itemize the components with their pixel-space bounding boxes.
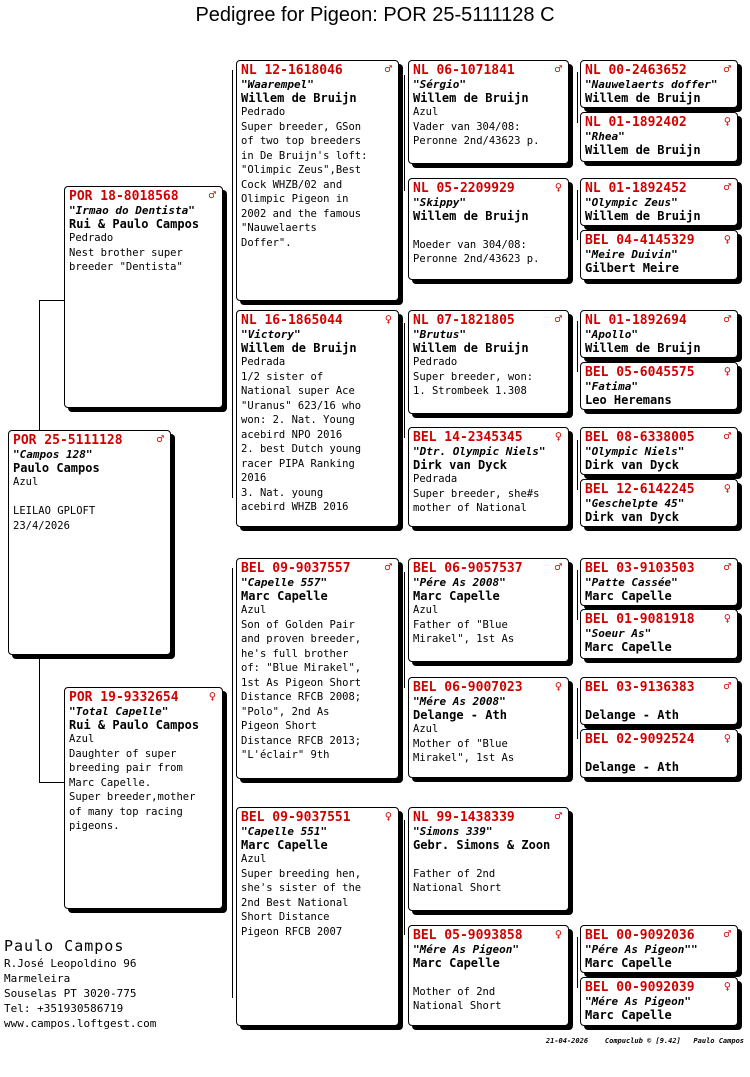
owner-name: Dirk van Dyck — [585, 510, 679, 524]
owner-name: Willem de Bruijn — [585, 91, 701, 105]
print-date: 21-04-2026 — [545, 1037, 589, 1045]
male-symbol-icon: ♂ — [723, 429, 731, 443]
dss-card[interactable] — [408, 558, 569, 662]
owner-name: Delange - Ath — [585, 708, 679, 722]
pigeon-name: "Capelle 557" — [241, 576, 328, 589]
ring-number: POR 25-5111128 — [13, 433, 123, 448]
ring-number: POR 19-9332654 — [69, 690, 179, 705]
owner-name: Leo Heremans — [585, 393, 672, 407]
ring-number: NL 01-1892402 — [585, 115, 687, 130]
ddd-card[interactable] — [408, 925, 569, 1026]
sss-card[interactable] — [408, 60, 569, 164]
g1-card[interactable] — [580, 60, 738, 108]
g11-card[interactable] — [580, 677, 738, 725]
owner-name: Willem de Bruijn — [241, 341, 357, 355]
owner-name: Willem de Bruijn — [585, 143, 701, 157]
pigeon-name: "Apollo" — [585, 328, 638, 341]
owner-name: Willem de Bruijn — [585, 209, 701, 223]
pigeon-name: "Mére As 2008" — [413, 695, 506, 708]
female-symbol-icon: ♀ — [554, 679, 562, 693]
owner-name: Delange - Ath — [585, 760, 679, 774]
pigeon-name: "Dtr. Olympic Niels" — [413, 445, 546, 458]
male-symbol-icon: ♂ — [723, 180, 731, 194]
male-symbol-icon: ♂ — [554, 809, 562, 823]
connector-line — [39, 782, 64, 783]
owner-name: Marc Capelle — [585, 956, 672, 970]
ring-number: BEL 12-6142245 — [585, 482, 695, 497]
owner-name: Marc Capelle — [413, 956, 500, 970]
ss-card[interactable] — [236, 60, 399, 301]
ring-number: NL 01-1892694 — [585, 313, 687, 328]
male-symbol-icon: ♂ — [723, 62, 731, 76]
pigeon-name: "Capelle 551" — [241, 825, 328, 838]
pigeon-notes: Azul Super breeding hen, she's sister of the 2nd Best National Short Distance Pigeon RFCB 2007 — [241, 853, 362, 938]
pigeon-name: "Geschelpte 45" — [585, 497, 685, 510]
pigeon-name: "Mére As Pigeon" — [413, 943, 519, 956]
dds-card[interactable] — [408, 807, 569, 911]
connector-line — [404, 75, 405, 191]
print-footer — [546, 1037, 744, 1045]
pigeon-name: "Pére As Pigeon"" — [585, 943, 698, 956]
pigeon-notes: Azul Mother of "Blue Mirakel", 1st As — [413, 723, 515, 764]
pigeon-notes: Mother of 2nd National Short — [413, 985, 502, 1012]
owner-name: Dirk van Dyck — [585, 458, 679, 472]
owner-name: Willem de Bruijn — [413, 209, 529, 223]
pigeon-name: "Waarempel" — [241, 78, 314, 91]
connector-line — [577, 570, 578, 620]
ssd-card[interactable] — [408, 178, 569, 280]
connector-line — [404, 820, 405, 935]
pigeon-name: "Skippy" — [413, 196, 466, 209]
breeder-name: Paulo Campos — [4, 937, 125, 955]
ring-number: BEL 00-9092036 — [585, 928, 695, 943]
male-symbol-icon: ♂ — [384, 560, 392, 574]
connector-line — [577, 190, 578, 240]
owner-name: Dirk van Dyck — [413, 458, 507, 472]
ring-number: BEL 03-9136383 — [585, 680, 695, 695]
owner-name: Paulo Campos — [13, 461, 100, 475]
g9-card[interactable] — [580, 558, 738, 606]
g8-card[interactable] — [580, 479, 738, 527]
sd-card[interactable] — [236, 310, 399, 527]
female-symbol-icon: ♀ — [723, 731, 731, 745]
pigeon-name: "Victory" — [241, 328, 301, 341]
pigeon-name: "Nauwelaerts doffer" — [585, 78, 718, 91]
ring-number: BEL 02-9092524 — [585, 732, 695, 747]
connector-line — [577, 937, 578, 988]
ring-number: NL 07-1821805 — [413, 313, 515, 328]
ring-number: NL 06-1071841 — [413, 63, 515, 78]
g7-card[interactable] — [580, 427, 738, 475]
male-symbol-icon: ♂ — [723, 312, 731, 326]
owner-name: Marc Capelle — [585, 1008, 672, 1022]
subject-pigeon-card[interactable] — [8, 430, 171, 655]
pigeon-name: "Olympic Niels" — [585, 445, 685, 458]
connector-line — [577, 72, 578, 123]
owner-name: Marc Capelle — [413, 589, 500, 603]
g15-card[interactable] — [580, 925, 738, 973]
ds-card[interactable] — [236, 558, 399, 779]
owner-name: Rui & Paulo Campos — [69, 718, 200, 732]
pigeon-notes: Azul Vader van 304/08: Peronne 2nd/43623 p. — [413, 106, 540, 147]
ring-number: NL 00-2463652 — [585, 63, 687, 78]
pigeon-notes: Pedrada 1/2 sister of National super Ace "Uranus" 623/16 who won: 2. Nat. Young acebird NPO 2016 2. best Dutch young racer PIPA Ranking 2016 3. Nat. young acebird WHZB 2016 — [241, 356, 362, 513]
connector-line — [577, 440, 578, 490]
g16-card[interactable] — [580, 977, 738, 1026]
owner-name: Delange - Ath — [413, 708, 507, 722]
ring-number: BEL 04-4145329 — [585, 233, 695, 248]
female-symbol-icon: ♀ — [554, 927, 562, 941]
sire-card[interactable] — [64, 186, 223, 408]
pigeon-name: "Soeur As" — [585, 627, 652, 640]
ring-number: BEL 01-9081918 — [585, 612, 695, 627]
connector-line — [404, 572, 405, 688]
connector-line — [404, 323, 405, 438]
pigeon-notes: Pedrado Super breeder, won: 1. Strombeek 1.308 — [413, 356, 534, 397]
male-symbol-icon: ♂ — [723, 560, 731, 574]
owner-name: Marc Capelle — [241, 589, 328, 603]
female-symbol-icon: ♀ — [723, 114, 731, 128]
connector-line — [232, 70, 233, 498]
owner-name: Marc Capelle — [241, 838, 328, 852]
sdd-card[interactable] — [408, 427, 569, 527]
male-symbol-icon: ♂ — [156, 432, 164, 446]
sds-card[interactable] — [408, 310, 569, 414]
female-symbol-icon: ♀ — [723, 979, 731, 993]
pigeon-name: "Campos 128" — [13, 448, 93, 461]
male-symbol-icon: ♂ — [723, 927, 731, 941]
pigeon-name: "Patte Cassée" — [585, 576, 678, 589]
ring-number: BEL 05-6045575 — [585, 365, 695, 380]
owner-name: Willem de Bruijn — [413, 91, 529, 105]
pigeon-name: "Total Capelle" — [69, 705, 169, 718]
ring-number: BEL 06-9057537 — [413, 561, 523, 576]
female-symbol-icon: ♀ — [384, 809, 392, 823]
ring-number: BEL 08-6338005 — [585, 430, 695, 445]
pigeon-name: "Irmao do Dentista" — [69, 204, 195, 217]
pigeon-name: "Brutus" — [413, 328, 466, 341]
female-symbol-icon: ♀ — [723, 364, 731, 378]
g12-card[interactable] — [580, 729, 738, 778]
ring-number: BEL 06-9007023 — [413, 680, 523, 695]
pigeon-notes: Azul Daughter of super breeding pair from Marc Capelle. Super breeder,mother of many top racing pigeons. — [69, 733, 196, 832]
connector-line — [232, 568, 233, 998]
female-symbol-icon: ♀ — [208, 689, 216, 703]
pigeon-notes: Moeder van 304/08: Peronne 2nd/43623 p. — [413, 238, 540, 265]
g6-card[interactable] — [580, 362, 738, 410]
pigeon-name — [585, 747, 733, 760]
pigeon-name: "Olympic Zeus" — [585, 196, 678, 209]
ring-number: POR 18-8018568 — [69, 189, 179, 204]
ring-number: BEL 00-9092039 — [585, 980, 695, 995]
male-symbol-icon: ♂ — [384, 62, 392, 76]
pigeon-name: "Simons 339" — [413, 825, 493, 838]
dd-card[interactable] — [236, 807, 399, 1026]
male-symbol-icon: ♂ — [208, 188, 216, 202]
g3-card[interactable] — [580, 178, 738, 226]
ring-number: BEL 14-2345345 — [413, 430, 523, 445]
pigeon-notes: Pedrada Super breeder, she#s mother of National — [413, 473, 540, 514]
owner-name: Willem de Bruijn — [413, 341, 529, 355]
page-title: Pedigree for Pigeon: POR 25-5111128 C — [195, 4, 555, 26]
owner-name: Rui & Paulo Campos — [69, 217, 200, 231]
owner-name: Gebr. Simons & Zoon — [413, 838, 551, 852]
owner-name: Willem de Bruijn — [585, 341, 701, 355]
pigeon-notes: Pedrado Nest brother super breeder "Dentista" — [69, 232, 183, 273]
dam-card[interactable] — [64, 687, 223, 909]
male-symbol-icon: ♂ — [554, 312, 562, 326]
software-credit: Compuclub © [9.42] — [604, 1037, 681, 1045]
pigeon-name: "Pére As 2008" — [413, 576, 506, 589]
connector-line — [577, 321, 578, 372]
breeder-address: Souselas PT 3020-775 — [4, 987, 137, 1000]
dsd-card[interactable] — [408, 677, 569, 778]
ring-number: NL 16-1865044 — [241, 313, 343, 328]
connector-line — [577, 688, 578, 739]
g2-card[interactable] — [580, 112, 738, 162]
pigeon-name: "Rhea" — [585, 130, 625, 143]
owner-name: Willem de Bruijn — [241, 91, 357, 105]
female-symbol-icon: ♀ — [723, 232, 731, 246]
ring-number: NL 99-1438339 — [413, 810, 515, 825]
female-symbol-icon: ♀ — [384, 312, 392, 326]
print-user: Paulo Campos — [693, 1037, 744, 1045]
g5-card[interactable] — [580, 310, 738, 358]
ring-number: BEL 05-9093858 — [413, 928, 523, 943]
breeder-address: Marmeleira — [4, 972, 71, 985]
ring-number: BEL 09-9037557 — [241, 561, 351, 576]
pigeon-notes: Father of 2nd National Short — [413, 867, 502, 894]
pigeon-notes: Azul LEILAO GPLOFT 23/4/2026 — [13, 476, 96, 532]
male-symbol-icon: ♂ — [554, 62, 562, 76]
ring-number: NL 05-2209929 — [413, 181, 515, 196]
breeder-website[interactable]: www.campos.loftgest.com — [4, 1017, 157, 1030]
female-symbol-icon: ♀ — [723, 481, 731, 495]
pigeon-name — [585, 695, 733, 708]
owner-name: Marc Capelle — [585, 589, 672, 603]
owner-name: Gilbert Meire — [585, 261, 679, 275]
g10-card[interactable] — [580, 609, 738, 659]
male-symbol-icon: ♂ — [723, 679, 731, 693]
pigeon-name: "Fatima" — [585, 380, 638, 393]
breeder-info — [4, 936, 156, 1031]
connector-line — [39, 300, 64, 301]
female-symbol-icon: ♀ — [554, 180, 562, 194]
pigeon-notes: Azul Son of Golden Pair and proven breeder, he's full brother of: "Blue Mirakel", 1st As Pigeon Short Distance RFCB 2008; "Polo", 2nd As Pigeon Short Distance RFCB 2013; "L'éclair" 9th — [241, 604, 362, 761]
ring-number: BEL 03-9103503 — [585, 561, 695, 576]
ring-number: NL 01-1892452 — [585, 181, 687, 196]
breeder-phone: Tel: +351930586719 — [4, 1002, 124, 1015]
breeder-address: R.José Leopoldino 96 — [4, 957, 137, 970]
pigeon-name: "Mére As Pigeon" — [585, 995, 691, 1008]
ring-number: NL 12-1618046 — [241, 63, 343, 78]
male-symbol-icon: ♂ — [554, 560, 562, 574]
pigeon-name: "Meire Duivin" — [585, 248, 678, 261]
pigeon-notes: Pedrado Super breeder, GSon of two top breeders in De Bruijn's loft: "Olimpic Zeus",Best Cock WHZB/02 and Olimpic Pigeon in 2002 and the famous "Nauwelaerts Doffer". — [241, 106, 368, 249]
g4-card[interactable] — [580, 230, 738, 280]
female-symbol-icon: ♀ — [554, 429, 562, 443]
ring-number: BEL 09-9037551 — [241, 810, 351, 825]
pigeon-name: "Sérgio" — [413, 78, 466, 91]
female-symbol-icon: ♀ — [723, 611, 731, 625]
owner-name: Marc Capelle — [585, 640, 672, 654]
pigeon-notes: Azul Father of "Blue Mirakel", 1st As — [413, 604, 515, 645]
